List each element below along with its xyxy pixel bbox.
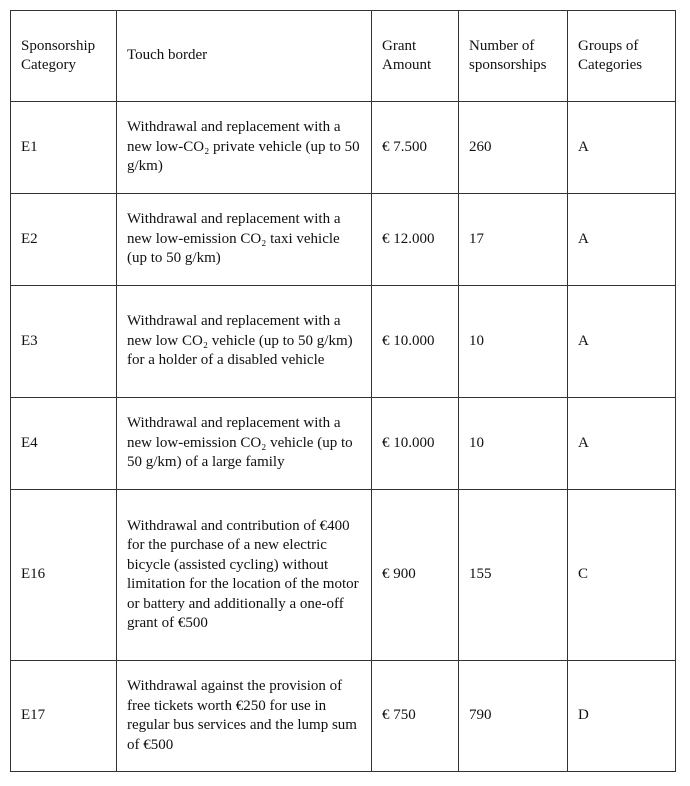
cell-category: E1 — [11, 102, 117, 194]
table-row — [11, 490, 676, 661]
cell-sponsorship-count: 17 — [459, 194, 568, 286]
cell-description: Withdrawal and replacement with a new low-CO₂ private vehicle (up to 50 g/km) — [117, 102, 372, 194]
cell-group: A — [568, 102, 676, 194]
cell-grant-amount: € 7.500 — [372, 102, 459, 194]
cell-group: D — [568, 661, 676, 772]
cell-category: E2 — [11, 194, 117, 286]
table-row — [11, 102, 676, 194]
cell-group: A — [568, 286, 676, 398]
cell-grant-amount: € 12.000 — [372, 194, 459, 286]
table-row — [11, 398, 676, 490]
cell-category: E4 — [11, 398, 117, 490]
cell-sponsorship-count: 790 — [459, 661, 568, 772]
header-number-of-sponsorships: Number of sponsorships — [459, 11, 568, 102]
cell-sponsorship-count: 10 — [459, 286, 568, 398]
cell-description: Withdrawal against the provision of free tickets worth €250 for use in regular bus services and the lump sum of €500 — [117, 661, 372, 772]
cell-grant-amount: € 900 — [372, 490, 459, 661]
cell-category: E3 — [11, 286, 117, 398]
cell-description: Withdrawal and replacement with a new low-emission CO₂ vehicle (up to 50 g/km) of a large family — [117, 398, 372, 490]
table-row — [11, 194, 676, 286]
cell-group: A — [568, 194, 676, 286]
header-grant-amount: Grant Amount — [372, 11, 459, 102]
cell-grant-amount: € 750 — [372, 661, 459, 772]
header-groups-of-categories: Groups of Categories — [568, 11, 676, 102]
cell-group: C — [568, 490, 676, 661]
cell-description: Withdrawal and replacement with a new low-emission CO₂ taxi vehicle (up to 50 g/km) — [117, 194, 372, 286]
cell-sponsorship-count: 155 — [459, 490, 568, 661]
cell-group: A — [568, 398, 676, 490]
header-sponsorship-category: Sponsorship Category — [11, 11, 117, 102]
header-touch-border: Touch border — [117, 11, 372, 102]
cell-category: E16 — [11, 490, 117, 661]
table-row — [11, 661, 676, 772]
cell-description: Withdrawal and replacement with a new low CO₂ vehicle (up to 50 g/km) for a holder of a disabled vehicle — [117, 286, 372, 398]
cell-grant-amount: € 10.000 — [372, 398, 459, 490]
table-header-row — [11, 11, 676, 102]
cell-grant-amount: € 10.000 — [372, 286, 459, 398]
cell-category: E17 — [11, 661, 117, 772]
table-row — [11, 286, 676, 398]
cell-description: Withdrawal and contribution of €400 for the purchase of a new electric bicycle (assisted cycling) without limitation for the location of the motor or battery and additionally a one-off grant of €500 — [117, 490, 372, 661]
cell-sponsorship-count: 260 — [459, 102, 568, 194]
sponsorship-grants-table — [10, 10, 676, 772]
cell-sponsorship-count: 10 — [459, 398, 568, 490]
